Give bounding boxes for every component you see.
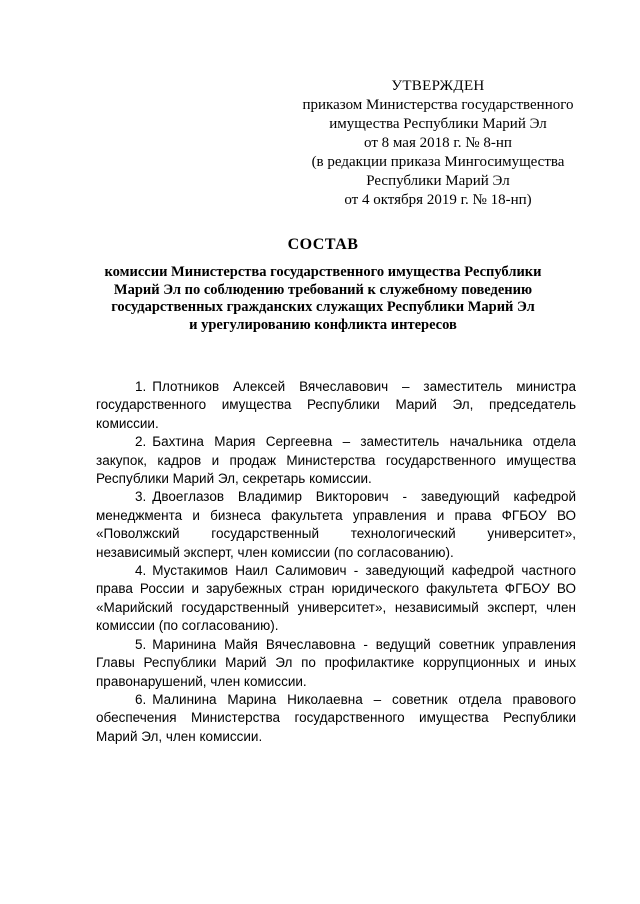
- member-text: Малинина Марина Николаевна – советник отдела правового обеспечения Министерства государственного имущества Республики Марий Эл, член комиссии.: [96, 691, 576, 744]
- approval-line: (в редакции приказа Мингосимущества: [311, 154, 565, 170]
- subtitle-line: и урегулированию конфликта интересов: [189, 316, 457, 333]
- member-item: [96, 636, 576, 691]
- member-number: 6.: [135, 691, 147, 707]
- member-item: [96, 488, 576, 562]
- approval-line: имущества Республики Марий Эл: [329, 116, 547, 132]
- subtitle-line: комиссии Министерства государственного имущества Республики: [104, 264, 542, 280]
- member-number: 2.: [135, 434, 147, 450]
- member-text: Плотников Алексей Вячеславович – заместитель министра государственного имущества Республики Марий Эл, председатель комиссии.: [96, 379, 576, 431]
- approval-line: от 4 октября 2019 г. № 18-нп): [344, 192, 532, 208]
- subtitle-line: государственных гражданских служащих Республики Марий Эл: [111, 299, 535, 316]
- member-text: Бахтина Мария Сергеевна – заместитель начальника отдела закупок, кадров и продаж Министерства государственного имущества Республики Марий Эл, секретарь комиссии.: [96, 434, 576, 487]
- member-number: 4.: [135, 563, 147, 579]
- approval-line: Республики Марий Эл: [366, 173, 510, 189]
- member-number: 1.: [135, 379, 147, 394]
- approval-line: от 8 мая 2018 г. № 8-нп: [364, 135, 512, 151]
- member-number: 3.: [135, 489, 147, 505]
- member-number: 5.: [135, 636, 147, 652]
- member-item: [96, 378, 576, 433]
- member-item: [96, 691, 576, 746]
- member-text: Двоеглазов Владимир Викторович - заведующий кафедрой менеджмента и бизнеса факультета управления и права ФГБОУ ВО «Поволжский государственный технологический университет», независимый эксперт, член комиссии (по согласованию).: [96, 489, 576, 560]
- member-text: Мустакимов Наил Салимович - заведующий кафедрой частного права России и зарубежных стран юридического факультета ФГБОУ ВО «Марийский государственный университет», независимый эксперт, член комиссии (по согласованию).: [96, 563, 576, 634]
- document-title-block: [100, 235, 546, 334]
- document-title: СОСТАВ: [287, 236, 359, 253]
- approval-block: [300, 77, 576, 210]
- approval-line: приказом Министерства государственного: [302, 97, 574, 113]
- members-list: [96, 378, 576, 746]
- member-item: [96, 433, 576, 488]
- member-item: [96, 562, 576, 636]
- member-text: Маринина Майя Вячеславовна - ведущий советник управления Главы Республики Марий Эл по профилактике коррупционных и иных правонарушений, член комиссии.: [96, 636, 576, 689]
- approval-heading: УТВЕРЖДЕН: [391, 78, 485, 94]
- subtitle-line: Марий Эл по соблюдению требований к служебному поведению: [113, 281, 533, 298]
- document-subtitle: [100, 264, 546, 334]
